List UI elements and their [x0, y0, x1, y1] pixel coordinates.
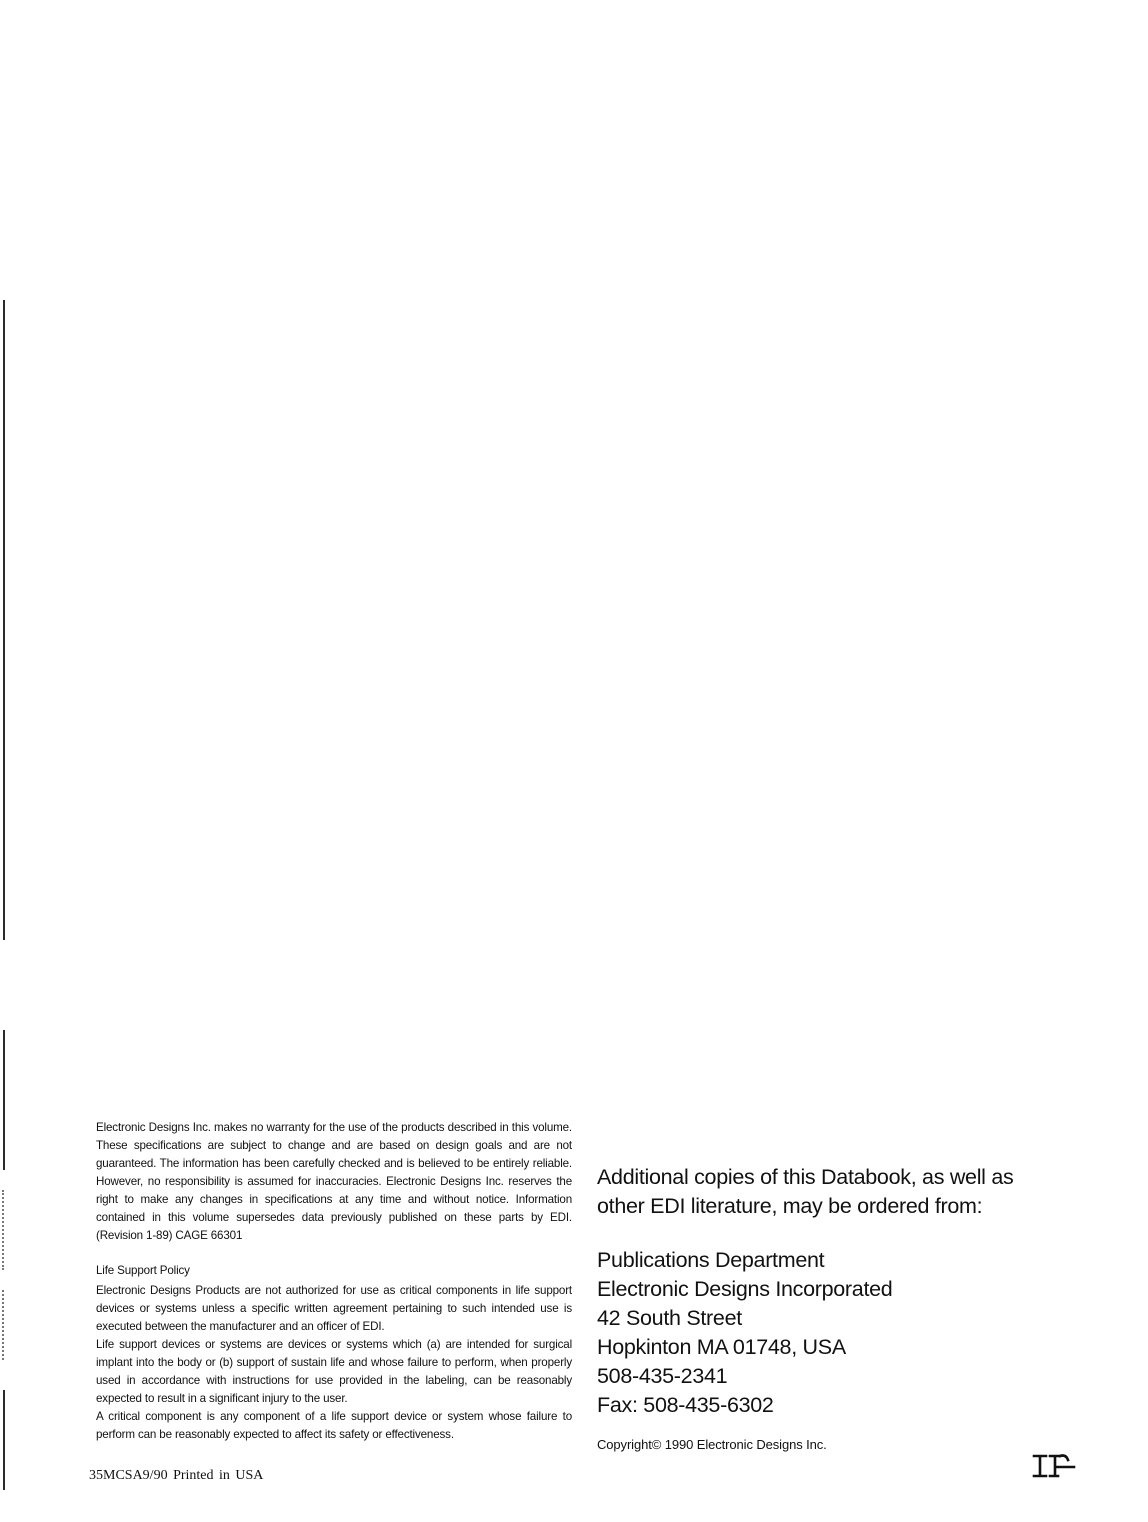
fax-line: Fax: 508-435-6302: [597, 1393, 774, 1417]
life-support-paragraph: Electronic Designs Products are not authorized for use as critical components in life support devices or systems unless a specific written agreement pertaining to such intended use is executed between the manufacturer and an officer of EDI.: [96, 1284, 572, 1333]
ordering-lead: Additional copies of this Databook, as well as other EDI literature, may be ordered from:: [597, 1165, 1014, 1218]
edi-logo-icon: [1030, 1450, 1078, 1482]
address-line: Publications Department: [597, 1248, 825, 1272]
address-line: 42 South Street: [597, 1306, 742, 1330]
warranty-disclaimer: [96, 1119, 572, 1444]
life-support-paragraph: Life support devices or systems are devices or systems which (a) are intended for surgical implant into the body or (b) support of sustain life and whose failure to perform, when properly used in accordance with instructions for use provided in the labeling, can be reasonably expected to result in a significant injury to the user.: [96, 1338, 572, 1405]
scan-edge-line: [3, 1030, 5, 1170]
life-support-policy: [96, 1282, 572, 1444]
print-code: 35MCSA9/90 Printed in USA: [89, 1468, 264, 1483]
life-support-heading: Life Support Policy: [96, 1264, 190, 1277]
mailing-address: [597, 1246, 1017, 1420]
address-line: Hopkinton MA 01748, USA: [597, 1335, 846, 1359]
scan-edge-dots: [2, 1190, 7, 1270]
address-line: Electronic Designs Incorporated: [597, 1277, 893, 1301]
scan-edge-line: [3, 1390, 5, 1490]
life-support-paragraph: A critical component is any component of a life support device or system whose failure to perform can be reasonably expected to affect its safety or effectiveness.: [96, 1410, 572, 1441]
copyright-notice: Copyright© 1990 Electronic Designs Inc.: [597, 1437, 827, 1452]
warranty-paragraph: Electronic Designs Inc. makes no warranty for the use of the products described in this volume. These specifications are subject to change and are based on design goals and are not guaranteed. The information has been carefully checked and is believed to be entirely reliable. However, no responsibility is assumed for inaccuracies. Electronic Designs Inc. reserves the right to make any changes in specifications at any time and without notice. Information contained in this volume supersedes data previously published on these parts by EDI. (Revision 1-89) CAGE 66301: [96, 1121, 572, 1242]
scan-edge-dots: [2, 1290, 7, 1360]
scan-edge-line: [3, 300, 5, 940]
phone-line: 508-435-2341: [597, 1364, 728, 1388]
ordering-info: [597, 1163, 1017, 1420]
